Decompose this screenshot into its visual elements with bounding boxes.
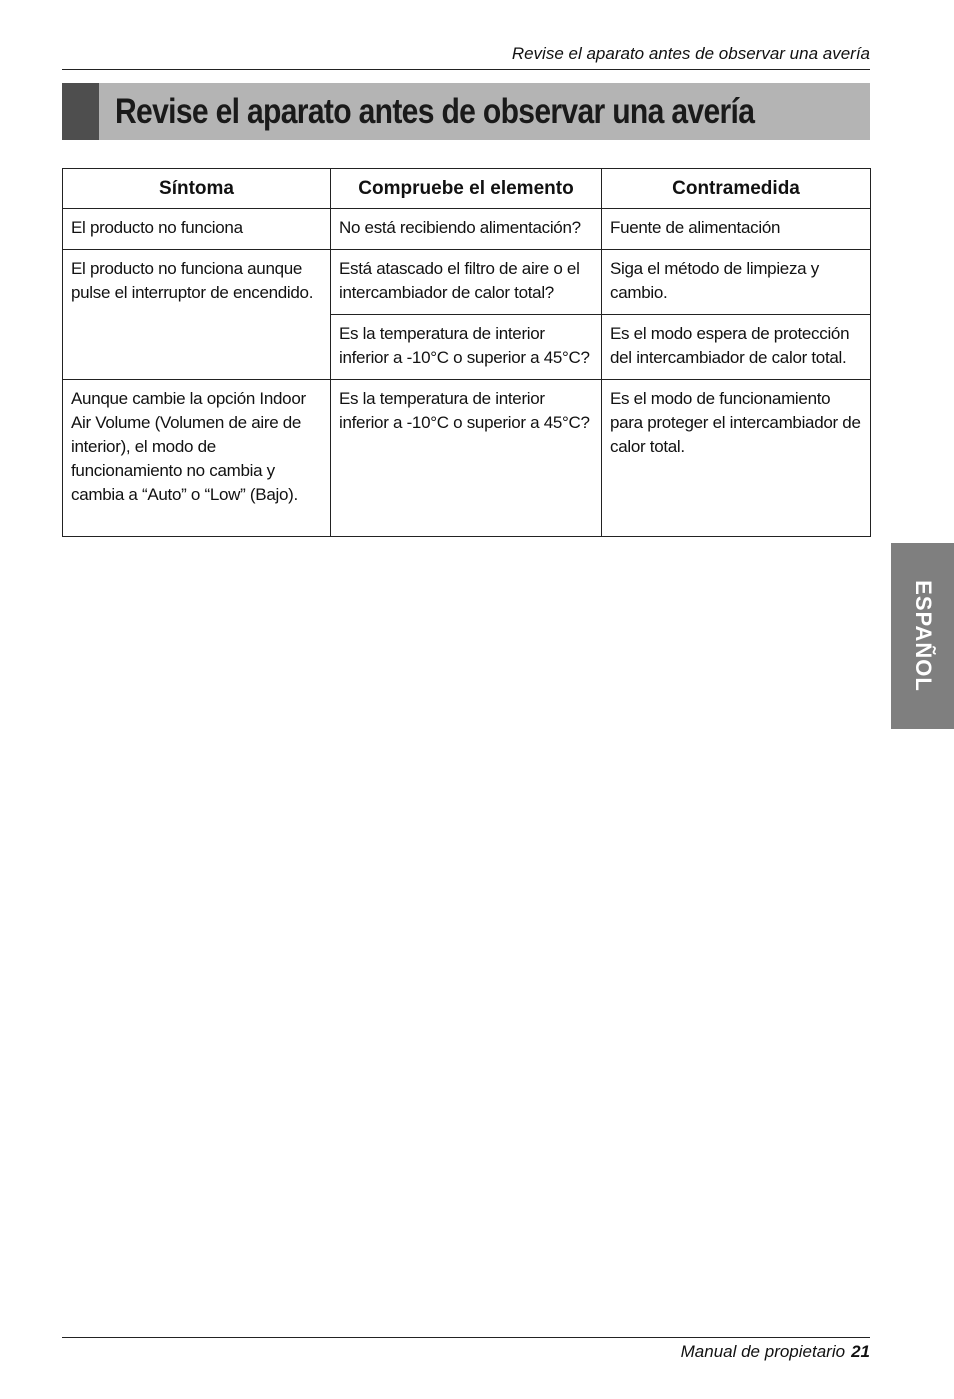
- check-item-cell: Es la temperatura de interior inferior a -10°C o superior a 45°C?: [331, 315, 602, 380]
- troubleshooting-table: [62, 168, 871, 537]
- countermeasure-cell: Fuente de alimentación: [602, 209, 871, 250]
- page-number: 21: [851, 1342, 870, 1361]
- title-bar: [62, 83, 870, 140]
- check-item-cell: Está atascado el filtro de aire o el intercambiador de calor total?: [331, 250, 602, 315]
- page-title: Revise el aparato antes de observar una avería: [115, 91, 755, 131]
- header-countermeasure: Contramedida: [602, 169, 871, 209]
- table-row: [63, 209, 871, 250]
- table-row: [63, 250, 871, 315]
- footer-rule: [62, 1337, 870, 1338]
- countermeasure-cell: Siga el método de limpieza y cambio.: [602, 250, 871, 315]
- title-accent-block: [62, 83, 99, 140]
- check-item-cell: No está recibiendo alimentación?: [331, 209, 602, 250]
- language-side-tab: [891, 543, 954, 729]
- header-symptom: Síntoma: [63, 169, 331, 209]
- symptom-cell: El producto no funciona: [63, 209, 331, 250]
- symptom-cell: El producto no funciona aunque pulse el interruptor de encendido.: [63, 250, 331, 380]
- check-item-cell: Es la temperatura de interior inferior a -10°C o superior a 45°C?: [331, 380, 602, 537]
- countermeasure-cell: Es el modo espera de protección del intercambiador de calor total.: [602, 315, 871, 380]
- language-label: ESPAÑOL: [910, 580, 936, 692]
- symptom-cell: Aunque cambie la opción Indoor Air Volume (Volumen de aire de interior), el modo de funcionamiento no cambia y cambia a “Auto” o “Low” (Bajo).: [63, 380, 331, 537]
- table-header-row: [63, 169, 871, 209]
- table-row: [63, 380, 871, 537]
- header-rule: [62, 69, 870, 70]
- running-header: Revise el aparato antes de observar una avería: [511, 44, 870, 63]
- footer: [681, 1342, 870, 1362]
- countermeasure-cell: Es el modo de funcionamiento para proteger el intercambiador de calor total.: [602, 380, 871, 537]
- header-check-item: Compruebe el elemento: [331, 169, 602, 209]
- footer-label: Manual de propietario: [680, 1342, 846, 1361]
